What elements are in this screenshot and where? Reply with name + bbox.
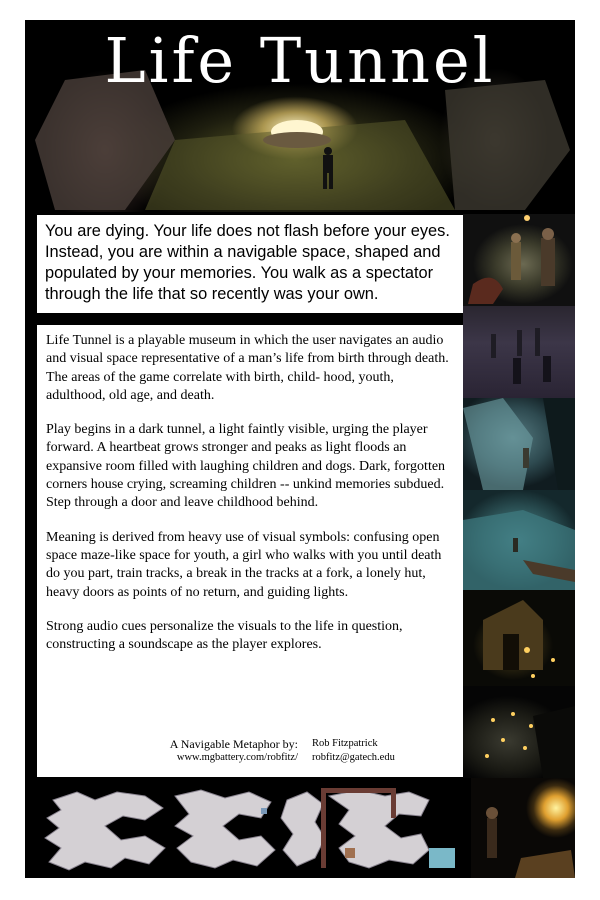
screenshot-dark-room — [463, 306, 575, 398]
screenshot-art — [463, 590, 575, 686]
credits-email-link[interactable]: robfitz@gatech.edu — [312, 752, 395, 763]
screenshot-art — [463, 490, 575, 590]
credits — [37, 737, 463, 765]
level-map — [25, 778, 471, 878]
screenshot-adulthood — [463, 214, 575, 306]
credits-byline: A Navigable Metaphor by: — [169, 737, 298, 751]
screenshot-art — [463, 398, 575, 490]
screenshot-art — [463, 306, 575, 398]
screenshot-art — [463, 214, 575, 306]
screenshot-cavern — [463, 490, 575, 590]
paragraph-overview: Life Tunnel is a playable museum in which the user navigates an audio and visual space representative of a man’s life from birth through death. The areas of the game correlate with birth, child- hood, youth, adulthood, old age, and death. — [46, 333, 449, 403]
screenshot-hut — [463, 590, 575, 686]
page-title: Life Tunnel — [104, 24, 496, 97]
paragraph-symbols: Meaning is derived from heavy use of visual symbols: confusing open space maze-like space for youth, a girl who walks with you until death do you part, train tracks, a break in the tracks at a fork, a lonely hut, heavy doors as points of no return, and guiding lights. — [46, 529, 442, 600]
description-panel — [37, 325, 463, 777]
credits-author: Rob Fitzpatrick — [312, 738, 378, 749]
player-figure-icon — [321, 146, 335, 190]
screenshot-ice-path — [463, 398, 575, 490]
title-banner — [25, 20, 575, 212]
poster — [25, 20, 575, 878]
screenshot-final-light — [471, 778, 575, 878]
credits-website-link[interactable]: www.mgbattery.com/robfitz/ — [176, 752, 298, 763]
screenshot-art — [471, 778, 575, 878]
screenshot-guiding-lights — [463, 686, 575, 778]
level-map-art — [25, 778, 471, 878]
paragraph-gameplay: Play begins in a dark tunnel, a light faintly visible, urging the player forward. A heartbeat grows stronger and peaks as light floods an expansive room filled with laughing children and dogs. Dark, forgotten corners house crying, screaming children -- unkind memories subdued. Step through a door and leave childhood behind. — [46, 422, 446, 511]
intro-text: You are dying. Your life does not flash before your eyes. Instead, you are within a navigable space, shaped and populated by your memories. You walk as a spectator through the life that so recently was your own. — [45, 222, 450, 303]
intro-panel — [37, 215, 463, 313]
screenshot-art — [463, 686, 575, 778]
paragraph-audio: Strong audio cues personalize the visuals to the life in question, constructing a soundscape as the player explores. — [46, 618, 403, 653]
